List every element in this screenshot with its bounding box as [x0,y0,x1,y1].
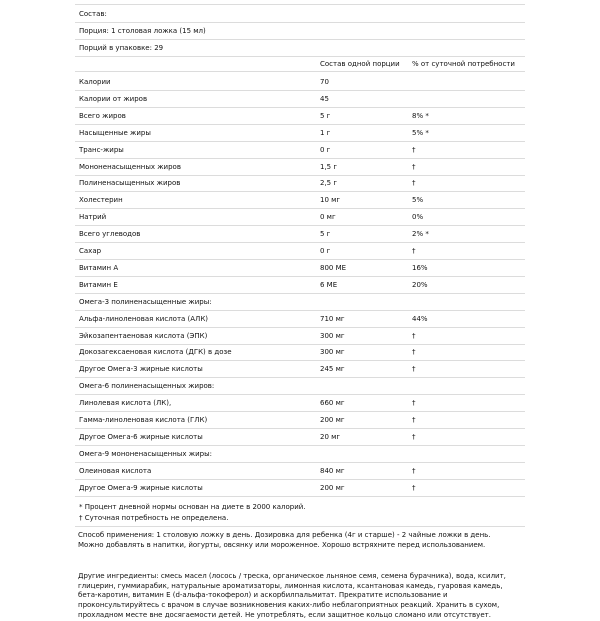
nutrient-name: Всего углеводов [79,230,141,238]
nutrient-amount: 0 г [320,247,331,255]
nutrient-name: Калории от жиров [79,95,148,103]
nutrient-daily-value: † [412,179,416,187]
composition-title: Состав: [79,10,107,18]
divider [75,22,525,23]
nutrient-name: Натрий [79,213,107,221]
nutrient-amount: 200 мг [320,416,345,424]
nutrient-amount: 660 мг [320,399,345,407]
nutrient-amount: 1,5 г [320,163,338,171]
nutrient-name: Альфа-линоленовая кислота (АЛК) [79,315,209,323]
table-row-divider [75,344,525,345]
table-row-divider [75,90,525,91]
nutrient-name: Олеиновая кислота [79,467,152,475]
nutrient-name: Другое Омега-3 жирные кислоты [79,365,203,373]
table-row-divider [75,175,525,176]
nutrient-daily-value: † [412,467,416,475]
nutrient-daily-value: 16% [412,264,428,272]
divider [75,526,525,527]
nutrient-name: Насыщенные жиры [79,129,151,137]
nutrient-name: Докозагексаеновая кислота (ДГК) в дозе [79,348,232,356]
nutrient-name: Другое Омега-9 жирные кислоты [79,484,203,492]
nutrient-daily-value: † [412,247,416,255]
nutrient-amount: 840 мг [320,467,345,475]
servings-per-pack: Порций в упаковке: 29 [79,44,164,52]
nutrient-name: Сахар [79,247,102,255]
column-header-serving: Состав одной порции [320,60,400,68]
nutrient-name: Другое Омега-6 жирные кислоты [79,433,203,441]
nutrient-amount: 10 мг [320,196,341,204]
table-row-divider [75,276,525,277]
nutrient-amount: 300 мг [320,348,345,356]
nutrient-daily-value: † [412,332,416,340]
nutrient-amount: 200 мг [320,484,345,492]
table-row-divider [75,462,525,463]
divider [75,39,525,40]
nutrient-name: Омега-9 мононенасыщенных жиры: [79,450,212,458]
nutrient-name: Калории [79,78,111,86]
nutrient-daily-value: 0% [412,213,424,221]
nutrient-name: Линолевая кислота (ЛК), [79,399,172,407]
nutrient-amount: 5 г [320,230,331,238]
nutrient-daily-value: 2% * [412,230,429,238]
nutrient-daily-value: † [412,163,416,171]
table-row-divider [75,360,525,361]
divider [75,4,525,5]
nutrient-name: Гамма-линоленовая кислота (ГЛК) [79,416,208,424]
nutrient-amount: 800 МЕ [320,264,347,272]
nutrient-name: Мононенасыщенных жиров [79,163,181,171]
other-ingredients: Другие ингредиенты: смесь масел (лосось / треска, органическое льняное семя, семена бурачника), вода, ксилит, глицерин, гуммиарабик, натуральные ароматизаторы, лимонная кислота, ксантановая камедь, гуаровая камедь, бета-каротин, витамин Е (d-альфа-токоферол) и аскорбилпальмитат. Прекратите использование и проконсультируйтесь с врачом в случае возникновения каких-либо неблагоприятных реакций. Хранить в сухом, прохладном месте вне досягаемости детей. Не употреблять, если защитное кольцо сломано или отсутствует. [78,572,506,619]
table-row-divider [75,107,525,108]
table-row-divider [75,394,525,395]
usage-instructions: Способ применения: 1 столовую ложку в день. Дозировка для ребенка (4г и старше) - 2 чайные ложки в день. Можно добавлять в напитки, йогурты, овсянку или мороженное. Хорошо встряхните перед использованием. [78,531,491,549]
table-row-divider [75,496,525,497]
nutrient-amount: 70 [320,78,329,86]
nutrient-daily-value: † [412,484,416,492]
nutrient-amount: 20 мг [320,433,341,441]
nutrient-name: Витамин Е [79,281,118,289]
table-row-divider [75,479,525,480]
nutrient-daily-value: † [412,365,416,373]
footnote-percent: * Процент дневной нормы основан на диете в 2000 калорий. [79,503,306,511]
divider [75,71,525,72]
footnote-dagger: † Суточная потребность не определена. [79,514,229,522]
column-header-daily: % от суточной потребности [412,60,515,68]
nutrient-amount: 6 МЕ [320,281,338,289]
nutrient-amount: 2,5 г [320,179,338,187]
nutrient-amount: 45 [320,95,329,103]
nutrient-daily-value: † [412,416,416,424]
table-row-divider [75,141,525,142]
nutrient-name: Всего жиров [79,112,126,120]
nutrient-name: Эйкозапентаеновая кислота (ЭПК) [79,332,208,340]
nutrient-amount: 710 мг [320,315,345,323]
nutrient-name: Транс-жиры [79,146,124,154]
nutrient-daily-value: 5% [412,196,424,204]
nutrient-daily-value: † [412,433,416,441]
nutrient-name: Полиненасыщенных жиров [79,179,181,187]
table-row-divider [75,191,525,192]
nutrient-daily-value: 5% * [412,129,429,137]
table-row-divider [75,259,525,260]
nutrient-name: Омега-3 полиненасыщенные жиры: [79,298,212,306]
nutrient-daily-value: 44% [412,315,428,323]
table-row-divider [75,225,525,226]
nutrient-amount: 245 мг [320,365,345,373]
nutrient-name: Витамин А [79,264,119,272]
table-row-divider [75,411,525,412]
divider [75,56,525,57]
table-row-divider [75,310,525,311]
nutrient-name: Омега-6 полиненасыщенных жиров: [79,382,215,390]
nutrient-amount: 5 г [320,112,331,120]
table-row-divider [75,445,525,446]
nutrient-daily-value: † [412,348,416,356]
table-row-divider [75,158,525,159]
table-row-divider [75,327,525,328]
nutrient-amount: 0 г [320,146,331,154]
nutrient-daily-value: † [412,146,416,154]
table-row-divider [75,377,525,378]
table-row-divider [75,242,525,243]
table-row-divider [75,208,525,209]
table-row-divider [75,293,525,294]
nutrient-amount: 0 мг [320,213,336,221]
table-row-divider [75,124,525,125]
nutrient-name: Холестерин [79,196,123,204]
serving-size: Порция: 1 столовая ложка (15 мл) [79,27,206,35]
nutrient-amount: 300 мг [320,332,345,340]
nutrient-daily-value: † [412,399,416,407]
table-row-divider [75,428,525,429]
nutrient-amount: 1 г [320,129,331,137]
nutrient-daily-value: 20% [412,281,428,289]
nutrient-daily-value: 8% * [412,112,429,120]
